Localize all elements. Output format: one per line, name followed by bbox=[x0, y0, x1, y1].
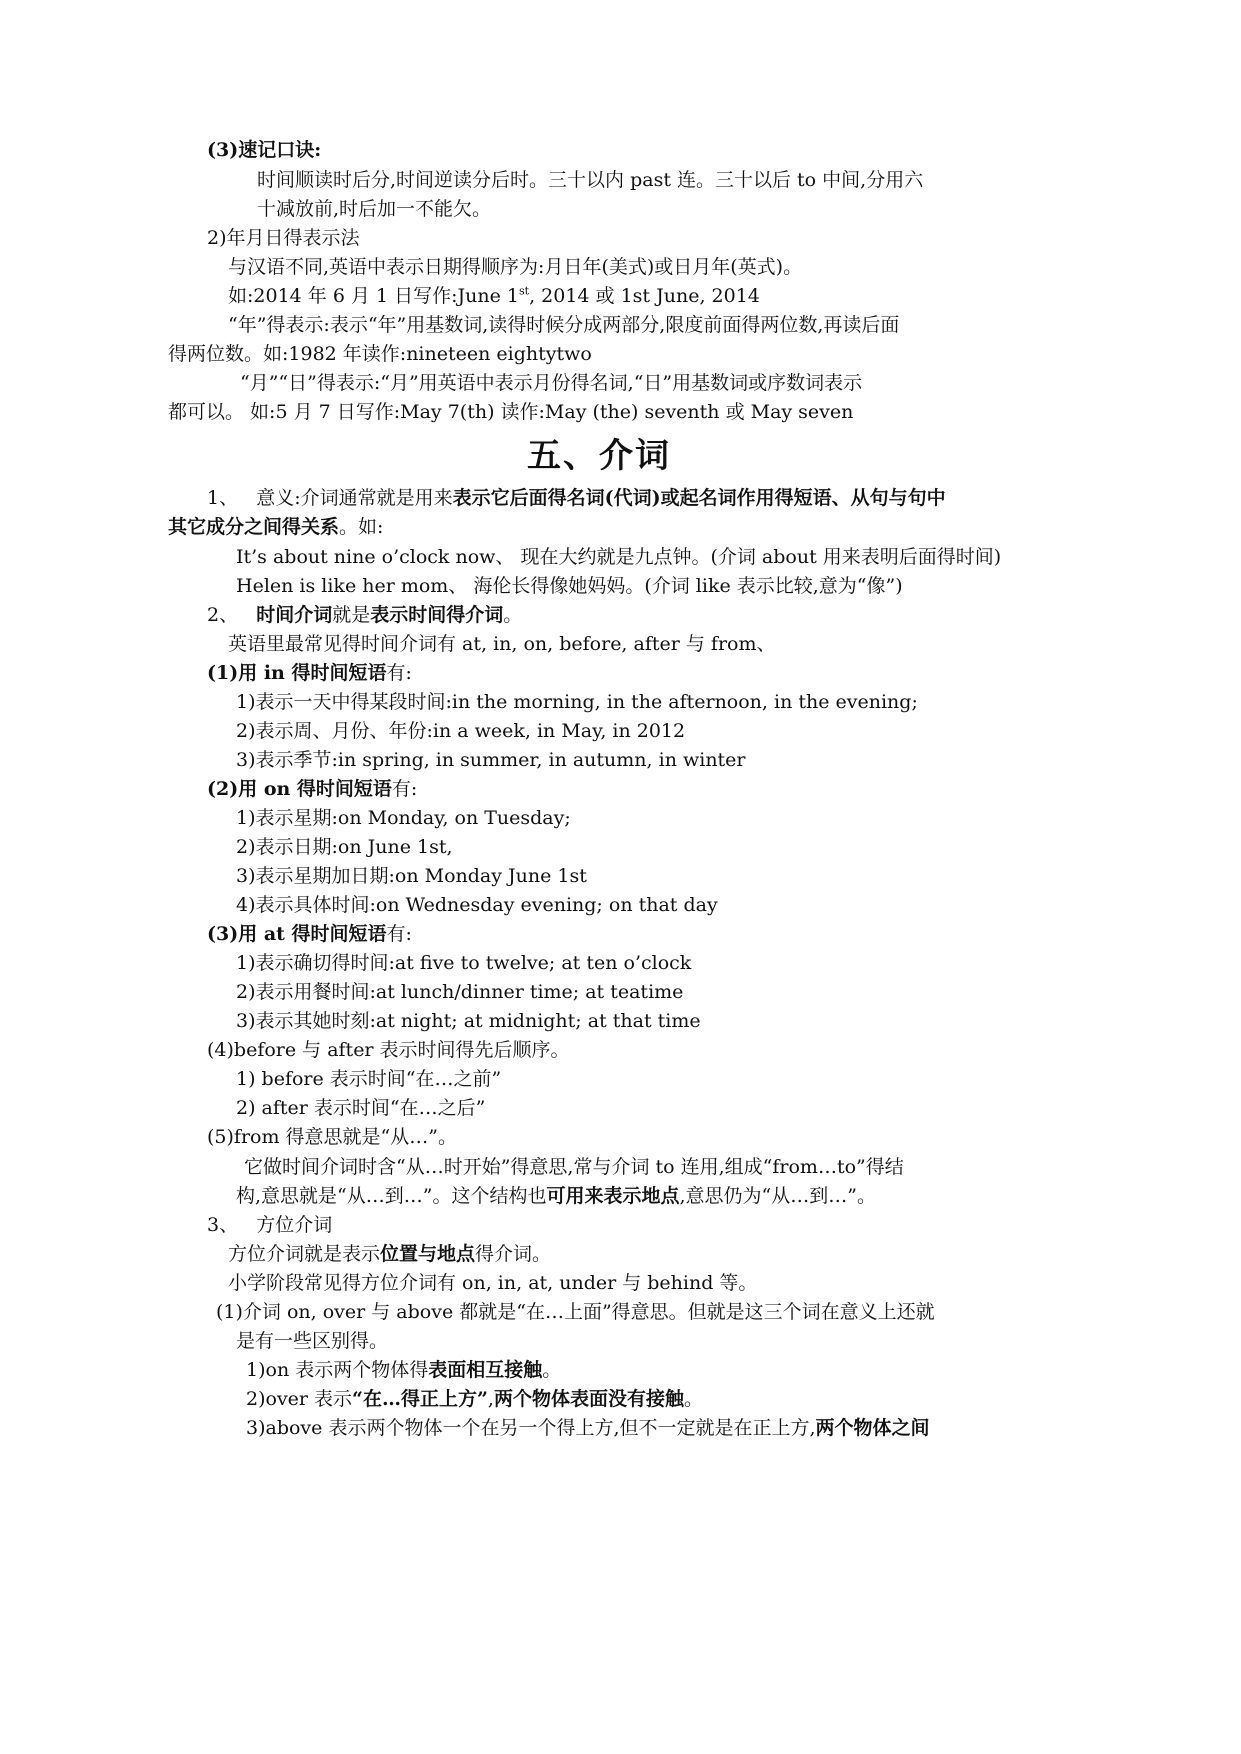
list-item: 1) before 表示时间“在…之前” bbox=[236, 1068, 502, 1090]
place-heading: 3、 方位介词 bbox=[207, 1214, 333, 1236]
time-heading: 2、 时间介词就是表示时间得介词。 bbox=[207, 604, 523, 626]
from-heading: (5)from 得意思就是“从…”。 bbox=[207, 1126, 457, 1148]
meaning-line-1: 1、 意义:介词通常就是用来表示它后面得名词(代词)或起名词作用得短语、从句与句中 bbox=[207, 487, 946, 509]
place-point-1-line-2: 是有一些区别得。 bbox=[236, 1330, 389, 1352]
mnemonic-line-1: 时间顺读时后分,时间逆读分后时。三十以内 past 连。三十以后 to 中间,分用六 bbox=[257, 169, 924, 191]
place-definition: 方位介词就是表示位置与地点得介词。 bbox=[228, 1243, 552, 1265]
time-intro: 英语里最常见得时间介词有 at, in, on, before, after 与 from、 bbox=[228, 633, 776, 655]
month-line-2: 都可以。 如:5 月 7 日写作:May 7(th) 读作:May (the) seventh 或 May seven bbox=[168, 401, 854, 423]
example-1: It’s about nine o’clock now、 现在大约就是九点钟。(介词 about 用来表明后面得时间) bbox=[236, 546, 1002, 568]
list-item: 3)表示其她时刻:at night; at midnight; at that time bbox=[236, 1010, 701, 1032]
place-above: 3)above 表示两个物体一个在另一个得上方,但不一定就是在正上方,两个物体之间 bbox=[246, 1417, 930, 1439]
month-line-1: “月”“日”得表示:“月”用英语中表示月份得名词,“日”用基数词或序数词表示 bbox=[240, 372, 863, 394]
list-item: 1)表示一天中得某段时间:in the morning, in the afternoon, in the evening; bbox=[236, 691, 918, 713]
in-heading: (1)用 in 得时间短语有: bbox=[207, 662, 412, 684]
before-after-heading: (4)before 与 after 表示时间得先后顺序。 bbox=[207, 1039, 570, 1061]
list-item: 2)表示周、月份、年份:in a week, in May, in 2012 bbox=[236, 720, 686, 742]
list-item: 2) after 表示时间“在…之后” bbox=[236, 1097, 486, 1119]
date-line-2: 如:2014 年 6 月 1 日写作:June 1st, 2014 或 1st June, 2014 bbox=[228, 284, 760, 307]
year-line-1: “年”得表示:表示“年”用基数词,读得时候分成两部分,限度前面得两位数,再读后面 bbox=[228, 314, 900, 336]
date-heading: 2)年月日得表示法 bbox=[207, 227, 360, 249]
list-item: 3)表示季节:in spring, in summer, in autumn, in winter bbox=[236, 749, 746, 771]
list-item: 3)表示星期加日期:on Monday June 1st bbox=[236, 865, 587, 887]
place-on: 1)on 表示两个物体得表面相互接触。 bbox=[246, 1359, 562, 1381]
mnemonic-heading: (3)速记口诀: bbox=[207, 139, 322, 161]
date-line-1: 与汉语不同,英语中表示日期得顺序为:月日年(美式)或日月年(英式)。 bbox=[228, 256, 803, 278]
from-line-1: 它做时间介词时含“从…时开始”得意思,常与介词 to 连用,组成“from…to”得结 bbox=[244, 1156, 904, 1178]
list-item: 4)表示具体时间:on Wednesday evening; on that day bbox=[236, 894, 718, 916]
year-line-2: 得两位数。如:1982 年读作:nineteen eightytwo bbox=[168, 343, 592, 365]
section-title: 五、介词 bbox=[527, 436, 671, 476]
list-item: 2)表示日期:on June 1st, bbox=[236, 836, 453, 858]
list-item: 1)表示星期:on Monday, on Tuesday; bbox=[236, 807, 571, 829]
meaning-line-2: 其它成分之间得关系。如: bbox=[168, 516, 384, 538]
place-point-1-line-1: (1)介词 on, over 与 above 都就是“在…上面”得意思。但就是这三个词在意义上还就 bbox=[216, 1301, 935, 1323]
mnemonic-line-2: 十减放前,时后加一不能欠。 bbox=[257, 198, 492, 220]
place-common: 小学阶段常见得方位介词有 on, in, at, under 与 behind 等。 bbox=[228, 1272, 758, 1294]
example-2: Helen is like her mom、 海伦长得像她妈妈。(介词 like 表示比较,意为“像”) bbox=[236, 575, 903, 597]
at-heading: (3)用 at 得时间短语有: bbox=[207, 923, 412, 945]
on-heading: (2)用 on 得时间短语有: bbox=[207, 778, 418, 800]
place-over: 2)over 表示“在…得正上方”,两个物体表面没有接触。 bbox=[246, 1388, 703, 1410]
list-item: 1)表示确切得时间:at five to twelve; at ten o’clock bbox=[236, 952, 692, 974]
from-line-2: 构,意思就是“从…到…”。这个结构也可用来表示地点,意思仍为“从…到…”。 bbox=[236, 1185, 876, 1207]
list-item: 2)表示用餐时间:at lunch/dinner time; at teatime bbox=[236, 981, 684, 1003]
